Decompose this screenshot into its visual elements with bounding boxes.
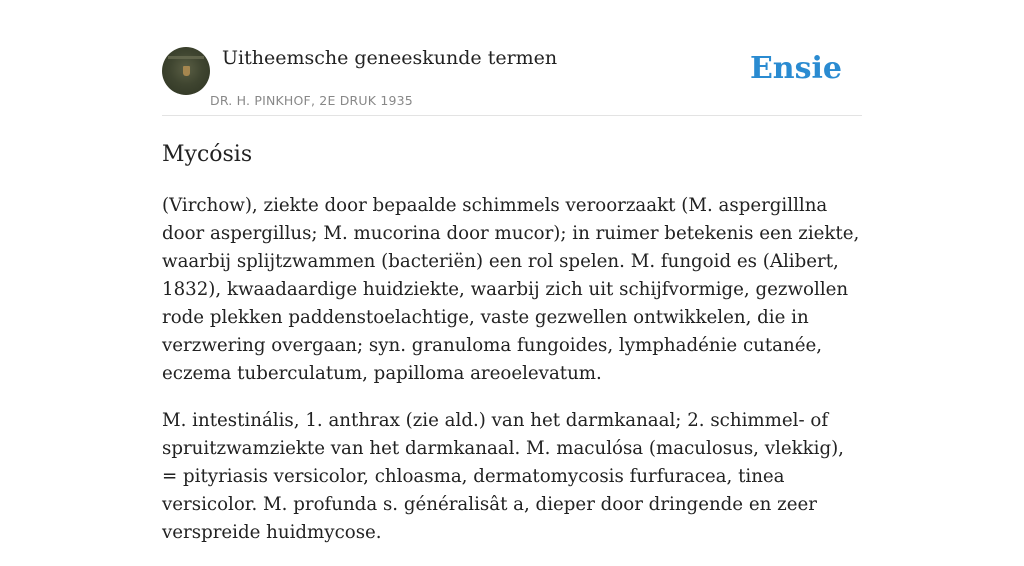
entry-title: Mycósis xyxy=(162,142,253,167)
book-title-link[interactable]: Uitheemsche geneeskunde termen xyxy=(222,47,558,69)
ensie-logo-link[interactable]: Ensie xyxy=(749,51,842,86)
book-author: DR. H. PINKHOF, 2E DRUK 1935 xyxy=(210,93,413,108)
book-header xyxy=(162,0,862,116)
book-cover-image[interactable] xyxy=(162,47,210,95)
cover-band xyxy=(168,56,204,59)
cover-emblem-icon xyxy=(183,66,190,76)
entry-definition xyxy=(162,192,862,566)
definition-paragraph: (Virchow), ziekte door bepaalde schimmels veroorzaakt (M. aspergilllna door aspergillus; M. mucorina door mucor); in ruimer betekenis een ziekte, waarbij splijtzwammen (bacteriën) een rol spelen. M. fungoid es (Alibert, 1832), kwaadaardige huidziekte, waarbij zich uit schijfvormige, gezwollen rode plekken paddenstoelachtige, vaste gezwellen ontwikkelen, die in verzwering overgaan; syn. granuloma fungoides, lymphadénie cutanée, eczema tuberculatum, papilloma areoelevatum. xyxy=(162,195,860,384)
definition-paragraph: M. intestinális, 1. anthrax (zie ald.) van het darmkanaal; 2. schimmel- of spruitzwamziekte van het darmkanaal. M. maculósa (maculosus, vlekkig), = pityriasis versicolor, chloasma, dermatomycosis furfuracea, tinea versicolor. M. profunda s. généralisât a, dieper door dringende en zeer verspreide huidmycose. xyxy=(162,410,844,543)
